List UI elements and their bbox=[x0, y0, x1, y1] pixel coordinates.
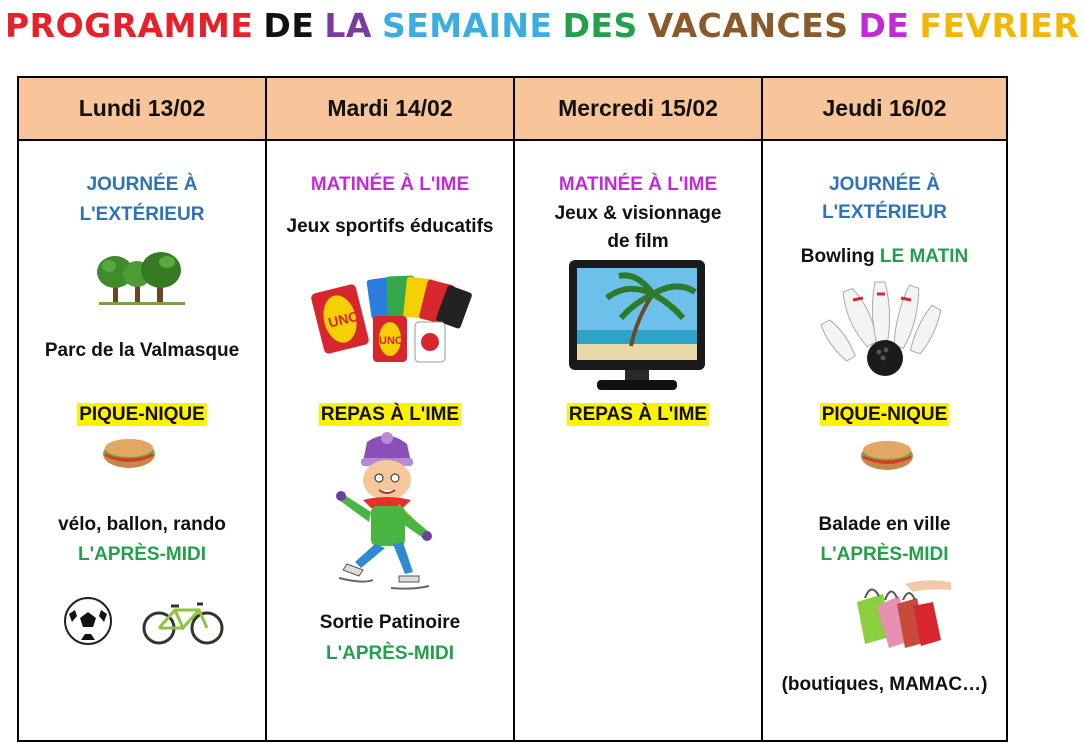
afternoon-label: L'APRÈS-MIDI bbox=[77, 544, 207, 565]
title-word: FEVRIER bbox=[919, 6, 1080, 45]
morning-title: L'EXTÉRIEUR bbox=[822, 202, 947, 223]
day-header: Mercredi 15/02 bbox=[515, 78, 761, 141]
morning-activity: Jeux & visionnage bbox=[554, 203, 722, 224]
uno-cards-icon bbox=[307, 270, 471, 366]
afternoon-activity: Balade en ville bbox=[818, 514, 951, 535]
title-word: DE bbox=[858, 6, 910, 45]
afternoon-note: (boutiques, MAMAC…) bbox=[781, 674, 988, 695]
morning-activity: de film bbox=[607, 231, 669, 252]
title-word: LA bbox=[324, 6, 372, 45]
svg-text:UNO: UNO bbox=[379, 335, 404, 347]
day-header: Mardi 14/02 bbox=[267, 78, 513, 141]
day-header: Lundi 13/02 bbox=[19, 78, 265, 141]
svg-text:UNO: UNO bbox=[326, 307, 361, 331]
bicycle-icon bbox=[141, 598, 225, 646]
morning-title: JOURNÉE À bbox=[829, 174, 940, 195]
day-column-thursday bbox=[763, 78, 1006, 740]
lunch-label: REPAS À L'IME bbox=[320, 404, 460, 425]
lunch-label: PIQUE-NIQUE bbox=[79, 404, 205, 425]
day-header: Jeudi 16/02 bbox=[763, 78, 1006, 141]
trees-icon bbox=[95, 250, 191, 310]
television-icon bbox=[567, 258, 707, 394]
title-word: PROGRAMME bbox=[5, 6, 254, 45]
ice-skater-icon bbox=[333, 434, 443, 592]
soccer-ball-icon bbox=[63, 596, 113, 646]
shopping-bags-icon bbox=[843, 576, 955, 654]
sandwich-icon bbox=[101, 432, 157, 474]
morning-activity: Jeux sportifs éducatifs bbox=[286, 216, 494, 237]
title-word: VACANCES bbox=[647, 6, 849, 45]
lunch-label: PIQUE-NIQUE bbox=[821, 404, 948, 425]
title-word: SEMAINE bbox=[381, 6, 553, 45]
bowling-icon bbox=[823, 278, 947, 378]
morning-title: MATINÉE À L'IME bbox=[558, 174, 718, 195]
morning-title: JOURNÉE À bbox=[86, 174, 198, 195]
afternoon-label: L'APRÈS-MIDI bbox=[325, 643, 455, 664]
afternoon-label: L'APRÈS-MIDI bbox=[820, 544, 949, 565]
title-word: DE bbox=[263, 6, 315, 45]
sandwich-icon bbox=[859, 434, 915, 476]
schedule-table bbox=[17, 76, 1008, 742]
day-column-wednesday bbox=[515, 78, 763, 740]
page-title bbox=[0, 6, 1080, 45]
afternoon-activity: vélo, ballon, rando bbox=[58, 514, 226, 535]
afternoon-activity: Sortie Patinoire bbox=[319, 612, 461, 633]
morning-activity: Bowling LE MATIN bbox=[800, 246, 969, 267]
lunch-label: REPAS À L'IME bbox=[568, 404, 708, 425]
title-word: DES bbox=[562, 6, 638, 45]
morning-title: MATINÉE À L'IME bbox=[310, 174, 470, 195]
morning-title: L'EXTÉRIEUR bbox=[79, 204, 205, 225]
day-column-tuesday bbox=[267, 78, 515, 740]
day-column-monday bbox=[19, 78, 267, 740]
activity-place: Parc de la Valmasque bbox=[44, 340, 240, 361]
